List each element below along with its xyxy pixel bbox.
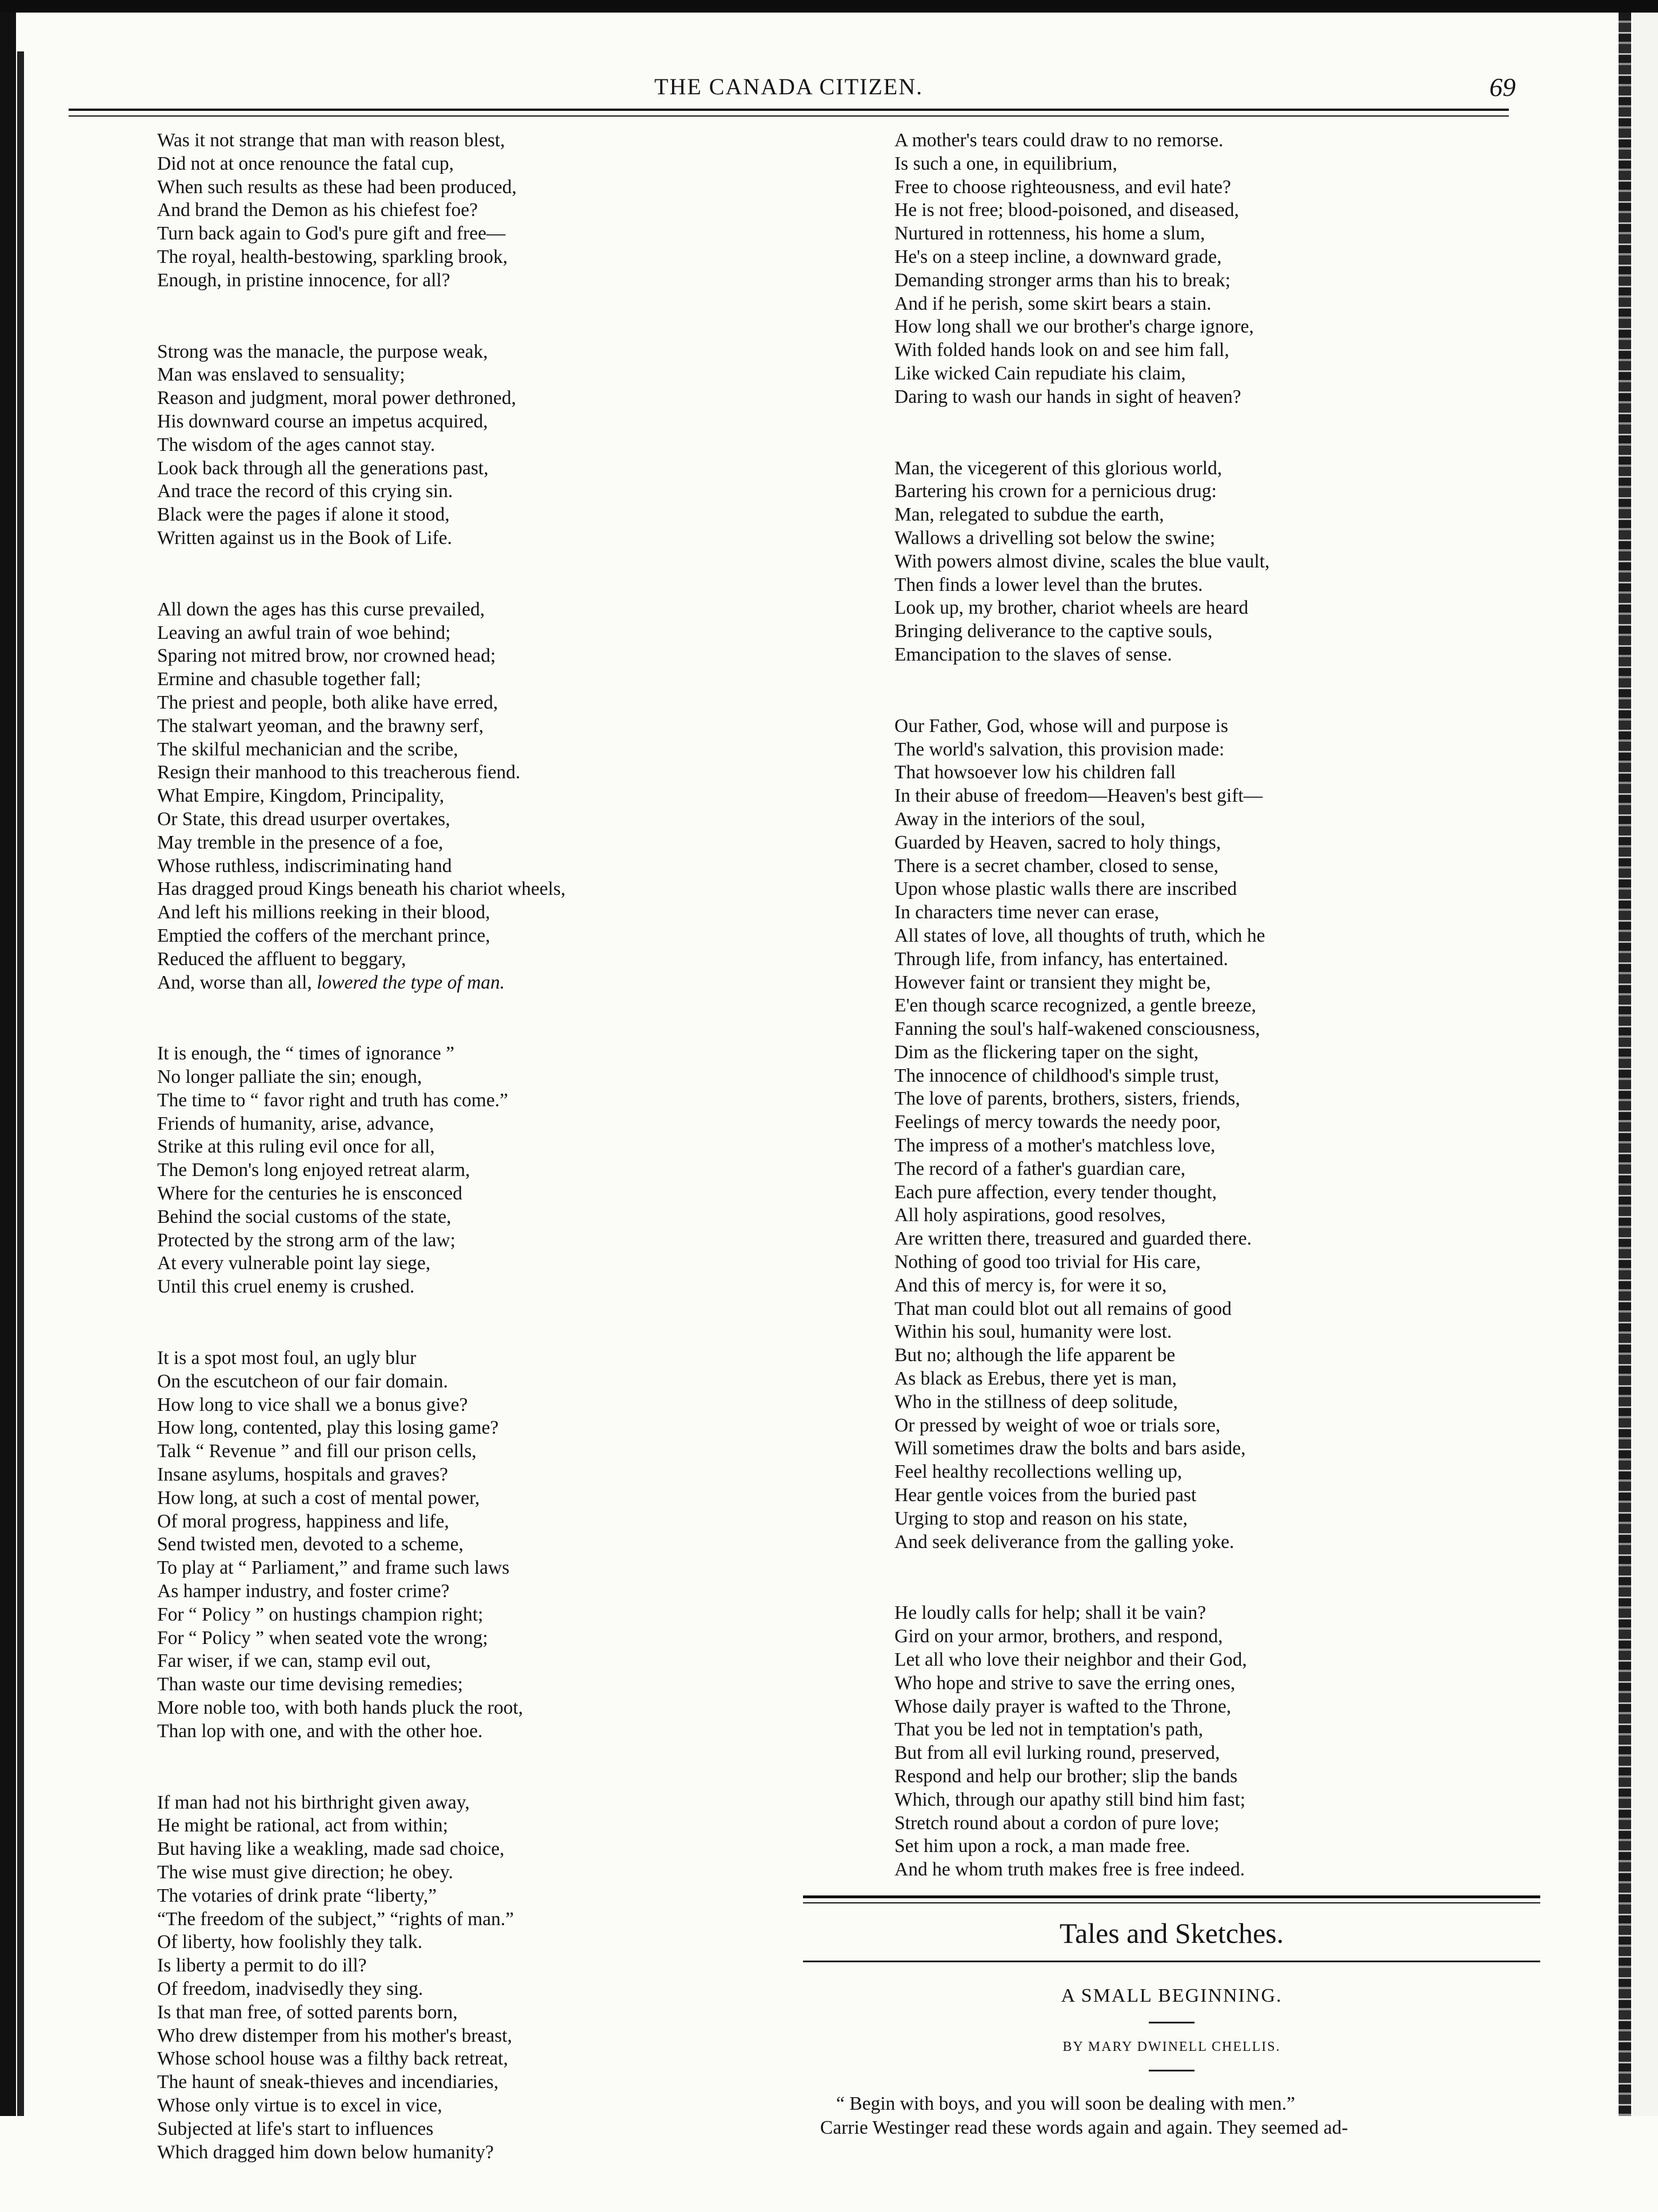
- poem-line: Demanding stronger arms than his to break;: [894, 269, 1230, 291]
- poem-line: Of freedom, inadvisedly they sing.: [157, 1978, 424, 1999]
- poem-line: Behind the social customs of the state,: [157, 1206, 452, 1227]
- poem-line: On the escutcheon of our fair domain.: [157, 1370, 448, 1392]
- poem-line: Bringing deliverance to the captive souls,: [894, 621, 1213, 642]
- poem-line: Look back through all the generations past,: [157, 457, 489, 479]
- poem-stanza: [894, 129, 1540, 409]
- poem-line: Whose daily prayer is wafted to the Throne,: [894, 1695, 1232, 1717]
- poem-line: How long, at such a cost of mental power,: [157, 1487, 480, 1509]
- poem-line: Man, relegated to subdue the earth,: [894, 504, 1164, 526]
- poem-line: Look up, my brother, chariot wheels are heard: [894, 597, 1249, 619]
- poem-line: Man was enslaved to sensuality;: [157, 364, 405, 386]
- poem-line: Enough, in pristine innocence, for all?: [157, 269, 450, 291]
- poem-line: Strike at this ruling evil once for all,: [157, 1136, 435, 1158]
- story-line: Carrie Westinger read these words again and again. They seemed ad-: [820, 2117, 1348, 2138]
- poem-line: But no; although the life apparent be: [894, 1345, 1176, 1366]
- poem-line: With folded hands look on and see him fall,: [894, 339, 1229, 361]
- poem-line: As hamper industry, and foster crime?: [157, 1581, 450, 1602]
- poem-line: If man had not his birthright given away,: [157, 1791, 470, 1813]
- poem-line: That howsoever low his children fall: [894, 762, 1176, 783]
- poem-line: Wallows a drivelling sot below the swine;: [894, 527, 1216, 549]
- poem-line: Whose ruthless, indiscriminating hand: [157, 855, 452, 877]
- poem-line: Will sometimes draw the bolts and bars aside,: [894, 1438, 1246, 1459]
- poem-line: The wise must give direction; he obey.: [157, 1862, 453, 1883]
- poem-line: Each pure affection, every tender thought,: [894, 1181, 1217, 1203]
- right-margin: [1632, 13, 1658, 2116]
- poem-line: Turn back again to God's pure gift and free—: [157, 223, 506, 245]
- short-rule: [1149, 2070, 1194, 2071]
- poem-line: Let all who love their neighbor and their God,: [894, 1649, 1247, 1671]
- poem-line: At every vulnerable point lay siege,: [157, 1253, 431, 1274]
- poem-line: Subjected at life's start to influences: [157, 2118, 434, 2139]
- poem-stanza: [894, 457, 1540, 667]
- poem-line: Until this cruel enemy is crushed.: [157, 1276, 415, 1298]
- poem-line: More noble too, with both hands pluck the root,: [157, 1697, 524, 1719]
- poem-line: Are written there, treasured and guarded there.: [894, 1228, 1252, 1250]
- poem-line: But having like a weakling, made sad choice,: [157, 1838, 505, 1860]
- poem-line: Who drew distemper from his mother's breast,: [157, 2025, 512, 2046]
- poem-line: Of liberty, how foolishly they talk.: [157, 1931, 422, 1953]
- right-page-edge: [1619, 13, 1631, 2116]
- poem-line: The time to “ favor right and truth has come.”: [157, 1089, 508, 1111]
- poem-line: Or pressed by weight of woe or trials sore,: [894, 1414, 1221, 1436]
- poem-line: The skilful mechanician and the scribe,: [157, 738, 458, 760]
- poem-line: However faint or transient they might be,: [894, 971, 1211, 993]
- poem-line: All holy aspirations, good resolves,: [894, 1205, 1166, 1226]
- poem-line: Upon whose plastic walls there are inscribed: [894, 878, 1237, 900]
- poem-line: And left his millions reeking in their blood,: [157, 902, 490, 923]
- poem-line: “The freedom of the subject,” “rights of man.”: [157, 1908, 514, 1930]
- poem-line: Fanning the soul's half-wakened consciousness,: [894, 1018, 1260, 1040]
- poem-line: Hear gentle voices from the buried past: [894, 1485, 1197, 1506]
- poem-line: Was it not strange that man with reason blest,: [157, 130, 505, 151]
- poem-line: The votaries of drink prate “liberty,”: [157, 1885, 437, 1906]
- poem-line: Within his soul, humanity were lost.: [894, 1321, 1172, 1343]
- poem-line: What Empire, Kingdom, Principality,: [157, 785, 445, 807]
- page-number: 69: [1489, 73, 1516, 102]
- poem-stanza: [894, 715, 1540, 1554]
- poem-line: Free to choose righteousness, and evil hate?: [894, 176, 1231, 198]
- poem-line: Dim as the flickering taper on the sight,: [894, 1041, 1199, 1063]
- poem-line: When such results as these had been produced,: [157, 176, 517, 198]
- poem-line: And seek deliverance from the galling yoke.: [894, 1531, 1234, 1553]
- poem-line: And he whom truth makes free is free indeed.: [894, 1859, 1245, 1881]
- poem-line: Nothing of good too trivial for His care,: [894, 1251, 1201, 1273]
- poem-line: There is a secret chamber, closed to sense,: [894, 855, 1218, 877]
- poem-stanza: [157, 1042, 820, 1299]
- poem-line: Or State, this dread usurper overtakes,: [157, 808, 450, 830]
- poem-line: Resign their manhood to this treacherous fiend.: [157, 762, 521, 783]
- poem-line: The royal, health-bestowing, sparkling brook,: [157, 246, 508, 267]
- poem-line: Reduced the affluent to beggary,: [157, 948, 406, 970]
- poem-line: And this of mercy is, for were it so,: [894, 1274, 1167, 1296]
- poem-line: How long, contented, play this losing game?: [157, 1417, 499, 1439]
- poem-line: Emptied the coffers of the merchant prince,: [157, 925, 490, 946]
- poem-line: Who hope and strive to save the erring ones,: [894, 1672, 1236, 1694]
- poem-line: Which dragged him down below humanity?: [157, 2141, 494, 2163]
- poem-line: Gird on your armor, brothers, and respond,: [894, 1626, 1223, 1647]
- poem-line: That man could blot out all remains of good: [894, 1298, 1232, 1319]
- poem-line: Respond and help our brother; slip the bands: [894, 1766, 1238, 1787]
- poem-line: Strong was the manacle, the purpose weak,: [157, 341, 488, 362]
- poem-line: Of moral progress, happiness and life,: [157, 1510, 449, 1532]
- poem-line: And trace the record of this crying sin.: [157, 481, 453, 502]
- right-column: [820, 129, 1540, 2140]
- poem-line: Which, through our apathy still bind him fast;: [894, 1789, 1246, 1810]
- poem-line: Whose only virtue is to excel in vice,: [157, 2094, 442, 2116]
- poem-line: How long to vice shall we a bonus give?: [157, 1394, 468, 1415]
- poem-line: Daring to wash our hands in sight of heaven?: [894, 386, 1241, 407]
- poem-line: May tremble in the presence of a foe,: [157, 831, 444, 853]
- story-line: “ Begin with boys, and you will soon be dealing with men.”: [836, 2093, 1295, 2114]
- poem-line: E'en though scarce recognized, a gentle breeze,: [894, 995, 1256, 1017]
- poem-line: All down the ages has this curse prevailed,: [157, 598, 485, 620]
- poem-line: Man, the vicegerent of this glorious world,: [894, 457, 1222, 479]
- poem-line: He's on a steep incline, a downward grade,: [894, 246, 1222, 267]
- poem-line: For “ Policy ” when seated vote the wrong;: [157, 1627, 488, 1649]
- poem-line: The wisdom of the ages cannot stay.: [157, 434, 436, 455]
- poem-line: Urging to stop and reason on his state,: [894, 1507, 1188, 1529]
- poem-line: Than waste our time devising remedies;: [157, 1674, 463, 1695]
- right-column-poem: [894, 129, 1540, 1882]
- poem-line: With powers almost divine, scales the blue vault,: [894, 550, 1270, 572]
- poem-line: The haunt of sneak-thieves and incendiaries,: [157, 2071, 499, 2093]
- poem-stanza: [157, 1347, 820, 1743]
- poem-line: Than lop with one, and with the other hoe.: [157, 1720, 483, 1742]
- poem-line: And if he perish, some skirt bears a stain.: [894, 293, 1212, 314]
- poem-line: Talk “ Revenue ” and fill our prison cells,: [157, 1441, 477, 1462]
- poem-line: Insane asylums, hospitals and graves?: [157, 1464, 448, 1486]
- poem-line: Emancipation to the slaves of sense.: [894, 643, 1172, 665]
- poem-line: Has dragged proud Kings beneath his chariot wheels,: [157, 878, 566, 900]
- poem-stanza: [157, 341, 820, 550]
- poem-line: Where for the centuries he is ensconced: [157, 1183, 462, 1205]
- poem-line: No longer palliate the sin; enough,: [157, 1066, 422, 1088]
- poem-line: Is liberty a permit to do ill?: [157, 1955, 367, 1977]
- poem-line: Friends of humanity, arise, advance,: [157, 1113, 434, 1134]
- poem-stanza: [894, 1602, 1540, 1882]
- poem-line: Is that man free, of sotted parents born,: [157, 2001, 458, 2023]
- top-border: [0, 0, 1658, 13]
- poem-line: Leaving an awful train of woe behind;: [157, 622, 451, 643]
- poem-line: Bartering his crown for a pernicious drug:: [894, 481, 1217, 502]
- section-double-rule: [894, 1895, 1540, 1910]
- poem-line: It is a spot most foul, an ugly blur: [157, 1347, 417, 1369]
- poem-line: Feelings of mercy towards the needy poor,: [894, 1111, 1221, 1133]
- poem-line: Protected by the strong arm of the law;: [157, 1229, 456, 1251]
- poem-line: His downward course an impetus acquired,: [157, 410, 488, 432]
- section-rule: [803, 1961, 1540, 1962]
- poem-line: Away in the interiors of the soul,: [894, 808, 1145, 830]
- poem-line: For “ Policy ” on hustings champion right;: [157, 1603, 484, 1625]
- poem-line: Nurtured in rottenness, his home a slum,: [894, 223, 1205, 245]
- header-rule: [69, 109, 1509, 111]
- poem-stanza: [157, 1791, 820, 2165]
- italic-emphasis: lowered the type of man.: [317, 971, 505, 993]
- poem-stanza: [157, 598, 820, 995]
- poem-line: He might be rational, act from within;: [157, 1815, 448, 1837]
- poem-line: Sparing not mitred brow, nor crowned head;: [157, 645, 496, 667]
- header-rule-thin: [69, 115, 1509, 117]
- poem-stanza: [157, 129, 820, 293]
- poem-line: He loudly calls for help; shall it be vain?: [894, 1602, 1206, 1624]
- poem-line: Did not at once renounce the fatal cup,: [157, 153, 454, 174]
- poem-line: Set him upon a rock, a man made free.: [894, 1835, 1190, 1857]
- poem-line: He is not free; blood-poisoned, and diseased,: [894, 199, 1239, 221]
- story-title: A SMALL BEGINNING.: [1061, 1985, 1283, 2006]
- left-binding-shadow: [17, 51, 24, 2116]
- left-page-edge: [0, 13, 16, 2116]
- poem-line: Who in the stillness of deep solitude,: [894, 1391, 1178, 1413]
- poem-line: The world's salvation, this provision made:: [894, 738, 1225, 760]
- poem-line: Our Father, God, whose will and purpose is: [894, 715, 1228, 737]
- story-byline: BY MARY DWINELL CHELLIS.: [1062, 2039, 1281, 2054]
- poem-line: As black as Erebus, there yet is man,: [894, 1368, 1177, 1390]
- poem-line: To play at “ Parliament,” and frame such laws: [157, 1557, 510, 1579]
- short-rule: [1149, 2022, 1194, 2023]
- page-header: [69, 73, 1516, 107]
- poem-line: Through life, from infancy, has entertained.: [894, 948, 1228, 970]
- poem-line: It is enough, the “ times of ignorance ”: [157, 1043, 455, 1065]
- poem-line: Stretch round about a cordon of pure love;: [894, 1812, 1220, 1834]
- poem-line: The stalwart yeoman, and the brawny serf,: [157, 715, 484, 737]
- poem-line: Feel healthy recollections welling up,: [894, 1461, 1182, 1483]
- poem-line: A mother's tears could draw to no remorse.: [894, 130, 1224, 151]
- section-title: Tales and Sketches.: [1059, 1917, 1284, 1949]
- newspaper-title: THE CANADA CITIZEN.: [654, 74, 924, 99]
- poem-line: Written against us in the Book of Life.: [157, 527, 452, 549]
- poem-line: Black were the pages if alone it stood,: [157, 504, 450, 526]
- poem-line: The Demon's long enjoyed retreat alarm,: [157, 1159, 470, 1181]
- poem-line: How long shall we our brother's charge ignore,: [894, 316, 1254, 338]
- poem-line: The innocence of childhood's simple trust,: [894, 1065, 1219, 1086]
- tales-section: [820, 1895, 1540, 2140]
- left-column: [157, 129, 820, 2212]
- poem-line: But from all evil lurking round, preserved,: [894, 1742, 1220, 1764]
- poem-line: And, worse than all, lowered the type of man.: [157, 971, 505, 993]
- poem-line: The love of parents, brothers, sisters, friends,: [894, 1088, 1240, 1110]
- poem-line: The priest and people, both alike have erred,: [157, 691, 498, 713]
- poem-line: Whose school house was a filthy back retreat,: [157, 2048, 508, 2070]
- poem-line: Send twisted men, devoted to a scheme,: [157, 1534, 464, 1555]
- poem-line: Then finds a lower level than the brutes.: [894, 574, 1203, 595]
- poem-line: The impress of a mother's matchless love,: [894, 1135, 1216, 1157]
- poem-line: All states of love, all thoughts of truth, which he: [894, 925, 1265, 946]
- poem-line: In characters time never can erase,: [894, 902, 1160, 923]
- poem-line: Far wiser, if we can, stamp evil out,: [157, 1650, 431, 1672]
- poem-line: Guarded by Heaven, sacred to holy things,: [894, 831, 1221, 853]
- poem-line: And brand the Demon as his chiefest foe?: [157, 199, 478, 221]
- poem-line: Like wicked Cain repudiate his claim,: [894, 362, 1186, 384]
- poem-line: That you be led not in temptation's path,: [894, 1719, 1204, 1741]
- poem-line: Ermine and chasuble together fall;: [157, 669, 421, 690]
- poem-line: Reason and judgment, moral power dethroned,: [157, 387, 516, 409]
- poem-line: In their abuse of freedom—Heaven's best gift—: [894, 785, 1263, 807]
- poem-line: The record of a father's guardian care,: [894, 1158, 1186, 1179]
- poem-line: Is such a one, in equilibrium,: [894, 153, 1117, 174]
